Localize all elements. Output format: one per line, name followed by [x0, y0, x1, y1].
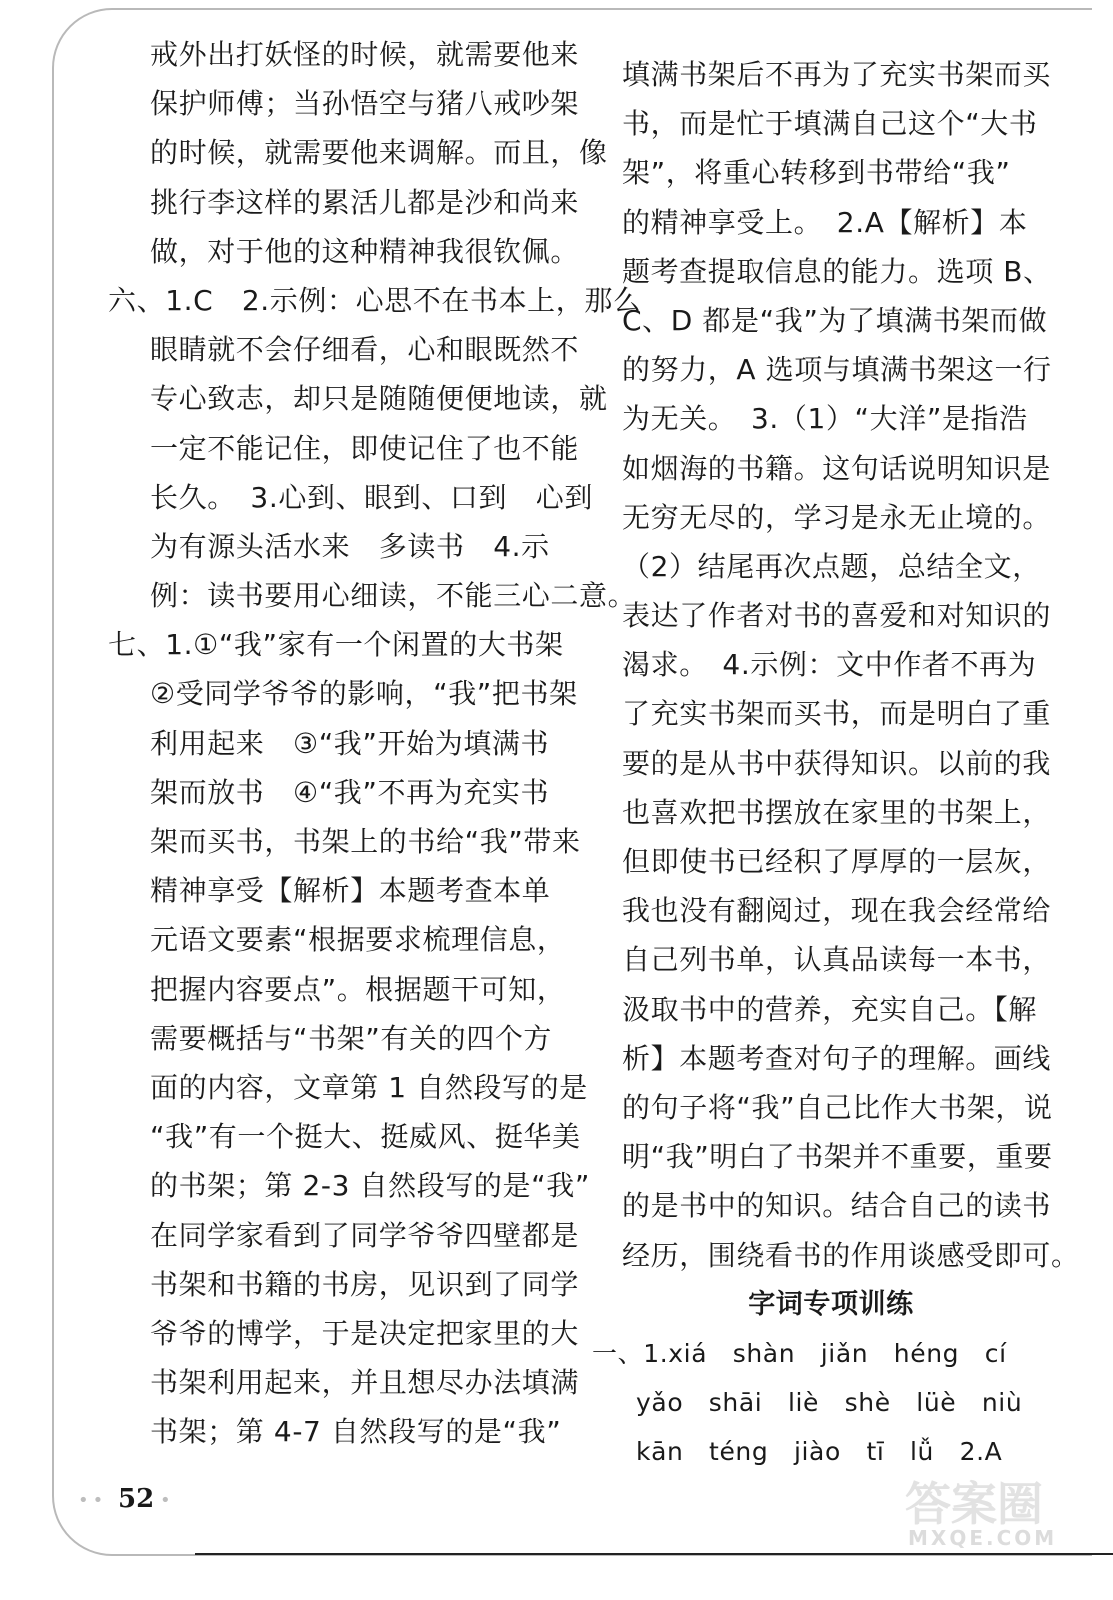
text-line: 的精神享受上。 2.A【解析】本 — [622, 205, 1028, 239]
text-line: 架”，将重心转移到书带给“我” — [622, 156, 1011, 190]
text-line: 为无关。 3.（1）“大洋”是指浩 — [622, 402, 1028, 436]
text-line: 六、1.C 2.示例：心思不在书本上，那么 — [108, 283, 642, 317]
text-line: 把握内容要点”。根据题干可知， — [150, 972, 566, 1006]
text-line: 保护师傅；当孙悟空与猪八戒吵架 — [150, 87, 580, 121]
text-line: 析】本题考查对句子的理解。画线 — [622, 1041, 1052, 1075]
page-number-dots-right: • — [160, 1490, 175, 1511]
text-line: 我也没有翻阅过，现在我会经常给 — [622, 894, 1052, 928]
section-title: 字词专项训练 — [748, 1288, 914, 1320]
text-line: 明“我”明白了书架并不重要，重要 — [622, 1140, 1053, 1174]
right-column — [592, 50, 1080, 1476]
text-line: 挑行李这样的累活儿都是沙和尚来 — [150, 185, 580, 219]
text-line: 的是书中的知识。结合自己的读书 — [622, 1189, 1052, 1223]
text-line: 爷爷的博学，于是决定把家里的大 — [150, 1316, 580, 1350]
text-line: 在同学家看到了同学爷爷四壁都是 — [150, 1218, 580, 1252]
text-line: 但即使书已经积了厚厚的一层灰， — [622, 845, 1052, 878]
watermark-logo: 答案圈 — [905, 1477, 1043, 1531]
text-line: 了充实书架而买书，而是明白了重 — [622, 697, 1052, 731]
text-line: 题考查提取信息的能力。选项 B、 — [622, 254, 1052, 288]
text-line: 七、1.①“我”家有一个闲置的大书架 — [108, 628, 564, 662]
text-line: 的时候，就需要他来调解。而且，像 — [150, 136, 608, 170]
watermark-url: MXQE.COM — [908, 1526, 1058, 1550]
pinyin-line: yǎo shāi liè shè lüè niù — [636, 1388, 1023, 1418]
text-line: 例：读书要用心细读，不能三心二意。 — [150, 579, 637, 613]
text-line: 一定不能记住，即使记住了也不能 — [150, 431, 580, 465]
left-column — [108, 30, 642, 1456]
text-line: 如烟海的书籍。这句话说明知识是 — [622, 451, 1052, 485]
text-line: 的句子将“我”自己比作大书架，说 — [622, 1090, 1053, 1124]
pinyin-line: 一、1.xiá shàn jiǎn héng cí — [592, 1338, 1007, 1368]
text-line: 也喜欢把书摆放在家里的书架上， — [622, 795, 1052, 829]
text-line: 书架利用起来，并且想尽办法填满 — [150, 1366, 580, 1400]
text-line: 的书架；第 2-3 自然段写的是“我” — [150, 1169, 590, 1203]
pinyin-line: kān téng jiào tī lǚ 2.A — [636, 1437, 1003, 1467]
text-line: 利用起来 ③“我”开始为填满书 — [150, 726, 550, 760]
text-line: 戒外出打妖怪的时候，就需要他来 — [150, 38, 580, 71]
text-line: 元语文要素“根据要求梳理信息， — [150, 923, 566, 957]
text-line: 眼睛就不会仔细看，心和眼既然不 — [150, 333, 580, 367]
text-line: 书，而是忙于填满自己这个“大书 — [622, 107, 1038, 141]
bottom-rule — [195, 1553, 1113, 1555]
text-line: ②受同学爷爷的影响，“我”把书架 — [150, 677, 578, 711]
page-number: 52 — [118, 1484, 155, 1514]
text-line: 书架和书籍的书房，见识到了同学 — [150, 1267, 580, 1301]
text-line: 架而买书，书架上的书给“我”带来 — [150, 825, 581, 858]
text-line: 专心致志，却只是随随便便地读，就 — [150, 382, 608, 416]
text-line: C、D 都是“我”为了填满书架而做 — [622, 303, 1048, 337]
text-line: 为有源头活水来 多读书 4.示 — [150, 529, 550, 563]
text-line: 表达了作者对书的喜爱和对知识的 — [622, 599, 1052, 633]
text-line: 长久。 3.心到、眼到、口到 心到 — [150, 480, 593, 514]
text-line: 的努力，A 选项与填满书架这一行 — [622, 353, 1052, 387]
text-line: （2）结尾再次点题，总结全文， — [622, 549, 1041, 583]
text-line: 自己列书单，认真品读每一本书， — [622, 943, 1052, 977]
text-line: 填满书架后不再为了充实书架而买 — [622, 58, 1052, 91]
text-line: 书架；第 4-7 自然段写的是“我” — [150, 1415, 562, 1449]
text-line: “我”有一个挺大、挺威风、挺华美 — [150, 1120, 581, 1154]
text-line: 要的是从书中获得知识。以前的我 — [622, 746, 1052, 780]
text-line: 精神享受【解析】本题考查本单 — [150, 874, 551, 908]
page-number-dots-left: •• — [78, 1490, 108, 1511]
right-column-lines — [622, 50, 1080, 1280]
text-line: 汲取书中的营养，充实自己。【解 — [622, 992, 1038, 1026]
text-line: 做，对于他的这种精神我很钦佩。 — [150, 234, 580, 268]
text-line: 渴求。 4.示例：文中作者不再为 — [622, 648, 1037, 682]
text-line: 面的内容，文章第 1 自然段写的是 — [150, 1070, 588, 1104]
text-line: 架而放书 ④“我”不再为充实书 — [150, 775, 550, 809]
text-line: 无穷无尽的，学习是永无止境的。 — [622, 500, 1052, 534]
text-line: 需要概括与“书架”有关的四个方 — [150, 1021, 553, 1055]
text-line: 经历，围绕看书的作用谈感受即可。 — [622, 1238, 1080, 1272]
